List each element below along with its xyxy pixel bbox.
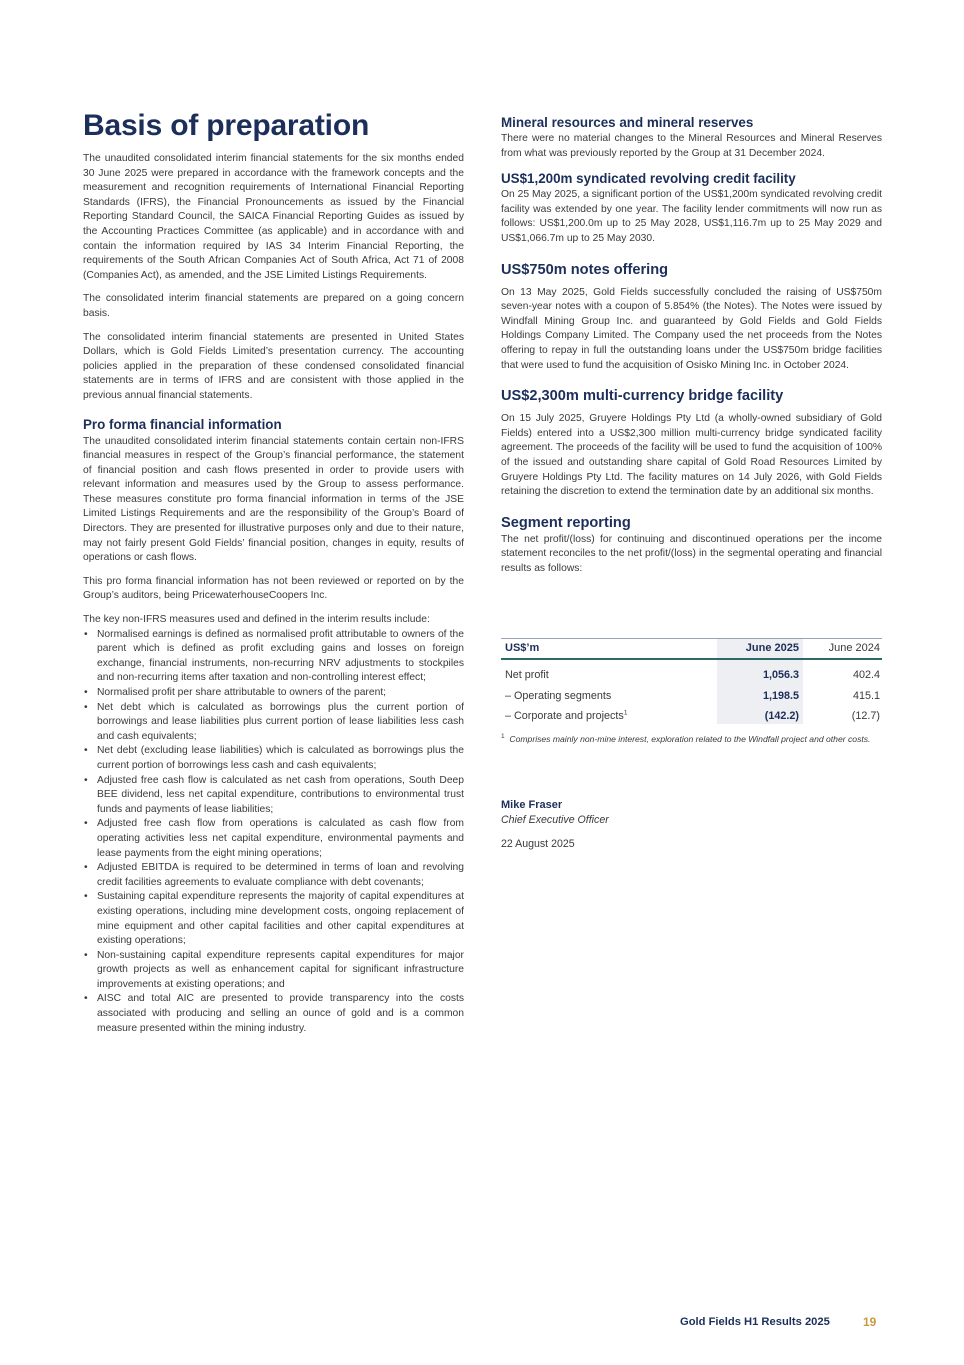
bullet-icon: • bbox=[84, 774, 88, 786]
list-item: • Normalised earnings is defined as normalised profit attributable to owners of the parent which is defined as profit excluding gains and losses on foreign exchange, financial instruments, non-recurring NRV adjustments to stockpiles and non-recurring items after taxation and non-controlling interest effect; bbox=[84, 628, 464, 684]
section-heading-notes: US$750m notes offering bbox=[501, 261, 669, 278]
list-item: • Normalised profit per share attributable to owners of the parent; bbox=[83, 686, 464, 701]
footer-publication: Gold Fields H1 Results 2025 bbox=[680, 1316, 830, 1328]
row-label-wrap bbox=[505, 706, 627, 727]
section-heading-bridge: US$2,300m multi-currency bridge facility bbox=[501, 388, 784, 405]
value-2024: (12.7) bbox=[851, 710, 880, 722]
bullet-icon: • bbox=[84, 949, 88, 961]
mineral-paragraph: There were no material changes to the Mineral Resources and Mineral Reserves from what was previously reported by the Group at 31 December 2024. bbox=[501, 133, 882, 159]
table-footnote bbox=[501, 733, 871, 745]
header-cell: US$’m bbox=[505, 642, 540, 654]
list-item: • Net debt (excluding lease liabilities) which is calculated as borrowings plus the current portion of borrowings less cash and cash equivalents; bbox=[84, 745, 464, 771]
section-heading-rcf: US$1,200m syndicated revolving credit facility bbox=[501, 171, 796, 187]
table-row bbox=[501, 706, 882, 727]
bridge-paragraph: On 15 July 2025, Gruyere Holdings Pty Ltd (a wholly-owned subsidiary of Gold Fields) entered into a US$2,300 million multi-currency bridge syndicated facility agreement. The proceeds of the facility will be used to fund the acquisition of 100% of the issued and outstanding share capital of Gold Road Resources Limited by Gruyere Holdings Pty Ltd. The facility matures on 14 July 2026, with Gold Fields retaining the discretion to extend the termination date by an additional six months. bbox=[501, 413, 882, 498]
value-2025: 1,056.3 bbox=[762, 669, 799, 681]
list-item: • Adjusted EBITDA is required to be determined in terms of loan and revolving credit facilities agreements to evaluate compliance with debt covenants; bbox=[84, 862, 464, 888]
list-item: • Adjusted free cash flow from operations is calculated as cash flow from operating activities less net capital expenditure, environmental payments and lease payments from the eight mining operations; bbox=[84, 818, 464, 859]
bullet-icon: • bbox=[84, 745, 88, 757]
pro-forma-paragraph: The unaudited consolidated interim financial statements contain certain non-IFRS financial measures in respect of the Group’s financial performance, the statement of financial position and cash flows presented in order to provide users with relevant information and measures used by the Group to assess performance. These measures constitute pro forma financial information in terms of the JSE Limited Listings Requirements and are the responsibility of the Group’s Board of Directors. They are presented for illustrative purposes only and due to their nature, may not fairly present Gold Fields’ financial position, changes in equity, results of operations or cash flows. bbox=[83, 435, 464, 564]
intro-paragraph: The consolidated interim financial statements are presented in United States Dollars, which is Gold Fields Limited’s presentation currency. The accounting policies applied in the preparation of these condensed consolidated financial statements are in terms of IFRS and are consistent with those applied in the previous annual financial statements. bbox=[83, 331, 464, 401]
list-item: • Sustaining capital expenditure represents the majority of capital expenditures at existing operations, including mine development costs, ongoing replacement of mine equipment and other capital facilities and other capital expenditures at existing operations; bbox=[84, 891, 464, 947]
footnote-mark: 1 bbox=[501, 733, 505, 741]
footnote-ref: 1 bbox=[623, 709, 628, 717]
value-2024: 415.1 bbox=[852, 689, 880, 702]
segment-paragraph: The net profit/(loss) for continuing and discontinued operations per the income statement reconciles to the net profit/(loss) in the segmental operating and financial results as follows: bbox=[501, 533, 882, 574]
bullet-icon: • bbox=[84, 862, 88, 874]
page-title: Basis of preparation bbox=[83, 109, 370, 142]
section-heading-mineral: Mineral resources and mineral reserves bbox=[501, 115, 754, 130]
bullet-icon: • bbox=[84, 687, 88, 698]
section-heading-segment: Segment reporting bbox=[501, 514, 631, 531]
row-label: – Corporate and projects bbox=[505, 710, 624, 722]
rcf-paragraph: On 25 May 2025, a significant portion of the US$1,200m syndicated revolving credit facility was extended by one year. The facility lender commitments will now run as follows: US$1,200.0m up to 25 May 2028, US$1,116.7m up to 25 May 2029 and US$1,066.7m up to 25 May 2030. bbox=[501, 189, 882, 244]
value-2025: (142.2) bbox=[764, 710, 799, 722]
footnote-text: Comprises mainly non-mine interest, exploration related to the Windfall project and other costs. bbox=[509, 734, 871, 744]
signatory-title: Chief Executive Officer bbox=[501, 814, 609, 826]
list-item: • AISC and total AIC are presented to provide transparency into the costs associated with producing and selling an ounce of gold and is a common measure presented within the mining industry. bbox=[84, 993, 464, 1034]
table-header bbox=[501, 638, 882, 660]
row-label: – Operating segments bbox=[505, 689, 612, 702]
bullet-icon: • bbox=[84, 628, 88, 640]
non-ifrs-measures-list bbox=[83, 628, 464, 1037]
signatory-name: Mike Fraser bbox=[501, 799, 563, 811]
bullet-icon: • bbox=[84, 818, 88, 830]
header-cell: June 2024 bbox=[828, 642, 880, 654]
header-cell: June 2025 bbox=[745, 642, 799, 654]
page-number: 19 bbox=[863, 1315, 877, 1329]
row-label: Net profit bbox=[505, 669, 549, 681]
bullet-icon: • bbox=[84, 891, 88, 903]
intro-paragraph: The consolidated interim financial statements are prepared on a going concern basis. bbox=[83, 293, 464, 319]
table-row bbox=[501, 665, 882, 686]
section-heading-pro-forma: Pro forma financial information bbox=[83, 416, 282, 432]
pro-forma-paragraph: The key non-IFRS measures used and defined in the interim results include: bbox=[83, 614, 430, 626]
bullet-icon: • bbox=[84, 993, 88, 1005]
left-column bbox=[83, 152, 464, 1036]
intro-paragraph: The unaudited consolidated interim financial statements for the six months ended 30 June 2025 were prepared in accordance with the framework concepts and the measurement and recognition requirements of International Financial Reporting Standards (IFRS), the Financial Pronouncements as issued by the Financial Reporting Standard Council, the SAICA Financial Reporting Guides as issued by the Accounting Practices Committee (as applicable) and in accordance with and contain the information required by IAS 34 Interim Financial Reporting, the requirements of the South African Companies Act of South Africa, Act 71 of 2008 (Companies Act), as amended, and the JSE Limited Listings Requirements. bbox=[83, 153, 464, 281]
signature-date: 22 August 2025 bbox=[501, 838, 575, 850]
list-item: • Non-sustaining capital expenditure represents capital expenditures for major growth projects as well as enhancement capital for significant infrastructure improvements at existing operations; and bbox=[84, 949, 464, 990]
table-row bbox=[501, 686, 882, 707]
bullet-icon: • bbox=[84, 701, 88, 713]
right-column bbox=[501, 114, 882, 576]
value-2025: 1,198.5 bbox=[762, 689, 799, 702]
list-item: • Adjusted free cash flow is calculated as net cash from operations, South Deep BEE dividend, less net capital expenditure, contributions to environmental trust funds and payments of lease liabilities; bbox=[84, 774, 464, 815]
list-item: • Net debt which is calculated as borrowings plus the current portion of borrowings and lease liabilities plus current portion of lease liabilities less cash and cash equivalents; bbox=[84, 701, 464, 742]
segment-table bbox=[501, 638, 882, 727]
value-2024: 402.4 bbox=[852, 669, 880, 681]
pro-forma-paragraph: This pro forma financial information has not been reviewed or reported on by the Group’s auditors, being PricewaterhouseCoopers Inc. bbox=[83, 575, 464, 602]
notes-paragraph: On 13 May 2025, Gold Fields successfully concluded the raising of US$750m seven-year notes with a coupon of 5.854% (the Notes). The Notes were issued by Windfall Mining Group Inc. and guaranteed by Gold Fields and Gold Fields Holdings Company Limited. The Company used the net proceeds from the Notes offering to repay in full the outstanding loans under the US$750m bridge facilities that were used to fund the acquisition of Osisko Mining Inc. in October 2024. bbox=[501, 286, 882, 371]
